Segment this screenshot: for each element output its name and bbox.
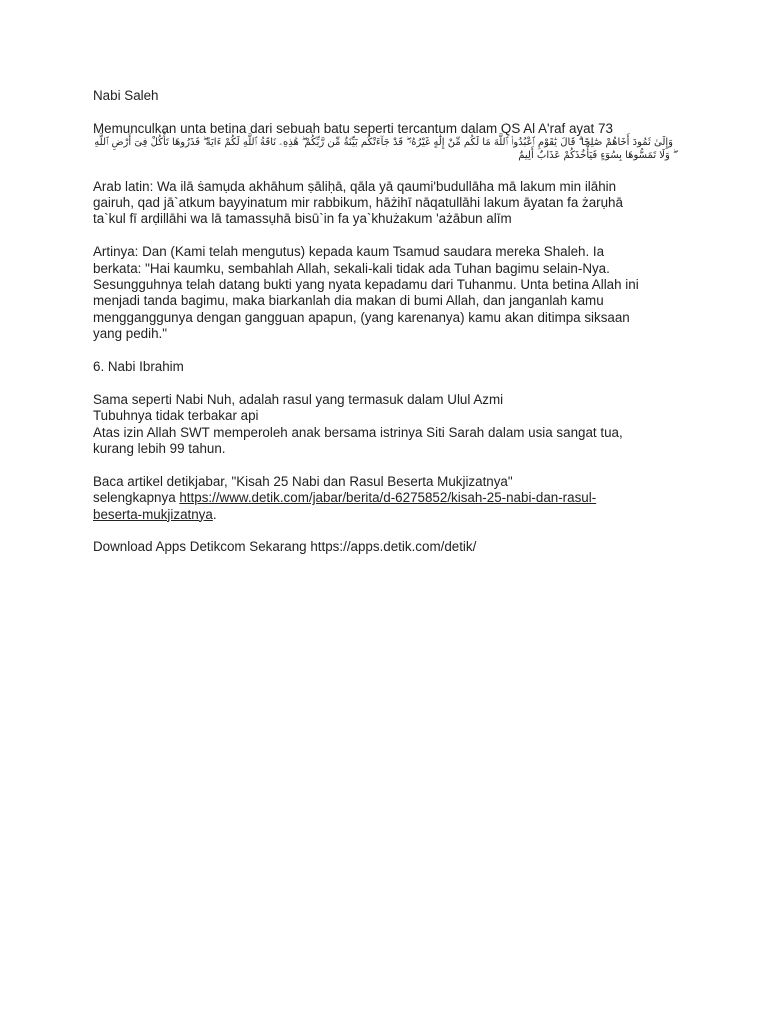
- ibrahim-paragraph: [93, 392, 673, 458]
- latin-transliteration: [93, 179, 673, 228]
- ibrahim-line: kurang lebih 99 tahun.: [93, 441, 226, 457]
- download-paragraph: [93, 539, 673, 555]
- ibrahim-line: Atas izin Allah SWT memperoleh anak bersama istrinya Siti Sarah dalam usia sangat tua,: [93, 424, 623, 440]
- link-period: .: [212, 506, 217, 522]
- section-heading-nabi-ibrahim: [93, 359, 673, 375]
- latin-line: Arab latin: Wa ilā ṡamụda akhāhum ṣāliḥā, qāla yā qaumi'budullāha mā lakum min ilāhin: [93, 178, 617, 194]
- section-heading-nabi-saleh: [93, 88, 673, 104]
- latin-line: ta`kul fī arḍillāhi wa lā tamassụhā bisū`in fa ya`khużakum 'ażābun alīm: [93, 211, 512, 227]
- translation-paragraph: [93, 244, 673, 342]
- source-paragraph: [93, 474, 673, 523]
- document-content: [93, 88, 673, 572]
- arabic-verse: وَإِلَىٰ ثَمُودَ أَخَاهُمْ صَٰلِحًا ۗ قَالَ يَٰقَوْمِ ٱعْبُدُوا۟ ٱللَّهَ مَا لَكُم مِّنْ إِلَٰهٍ غَيْرُهُۥ ۖ قَدْ جَآءَتْكُم بَيِّنَةٌ مِّن رَّبِّكُمْ ۖ هَٰذِهِۦ نَاقَةُ ٱللَّهِ لَكُمْ ءَايَةً ۖ فَذَرُوهَا تَأْكُلْ فِىٓ أَرْضِ ٱللَّهِ ۖ وَلَا تَمَسُّوهَا بِسُوٓءٍ فَيَأْخُذَكُمْ عَذَابٌ أَلِيمٌ: [94, 137, 673, 161]
- selengkapnya-line: [93, 490, 673, 506]
- heading-text: Nabi Saleh: [93, 88, 159, 103]
- translation-line: mengganggunya dengan gangguan apapun, (yang karenanya) kamu akan ditimpa siksaan: [93, 309, 630, 325]
- intro-paragraph: [93, 121, 673, 162]
- article-link-continuation[interactable]: beserta-mukjizatnya: [93, 506, 213, 522]
- ibrahim-line: Sama seperti Nabi Nuh, adalah rasul yang termasuk dalam Ulul Azmi: [93, 391, 504, 407]
- ibrahim-line: Tubuhnya tidak terbakar api: [93, 408, 259, 424]
- intro-text: Memunculkan unta betina dari sebuah batu seperti tercantum dalam QS Al A'raf ayat 73: [93, 120, 613, 136]
- latin-line: gairuh, qad jā`atkum bayyinatum mir rabbikum, hāżihī nāqatullāhi lakum āyatan fa żarụhā: [93, 195, 623, 210]
- translation-line: menjadi tanda bagimu, maka biarkanlah dia makan di bumi Allah, dan janganlah kamu: [93, 293, 604, 309]
- translation-line: Sesungguhnya telah datang bukti yang nyata kepadamu dari Tuhanmu. Unta betina Allah ini: [93, 277, 639, 293]
- link-continuation-line: [93, 507, 673, 523]
- selengkapnya-label: selengkapnya: [93, 490, 180, 506]
- download-text: Download Apps Detikcom Sekarang https://apps.detik.com/detik/: [93, 539, 477, 555]
- article-link[interactable]: https://www.detik.com/jabar/berita/d-6275852/kisah-25-nabi-dan-rasul-: [179, 490, 597, 506]
- translation-line: Artinya: Dan (Kami telah mengutus) kepada kaum Tsamud saudara mereka Shaleh. Ia: [93, 244, 605, 260]
- translation-line: berkata: "Hai kaumku, sembahlah Allah, sekali-kali tidak ada Tuhan bagimu selain-Nya.: [93, 260, 610, 276]
- heading-text: 6. Nabi Ibrahim: [93, 359, 184, 375]
- baca-artikel-text: Baca artikel detikjabar, "Kisah 25 Nabi dan Rasul Beserta Mukjizatnya": [93, 473, 513, 489]
- translation-line: yang pedih.": [93, 326, 167, 342]
